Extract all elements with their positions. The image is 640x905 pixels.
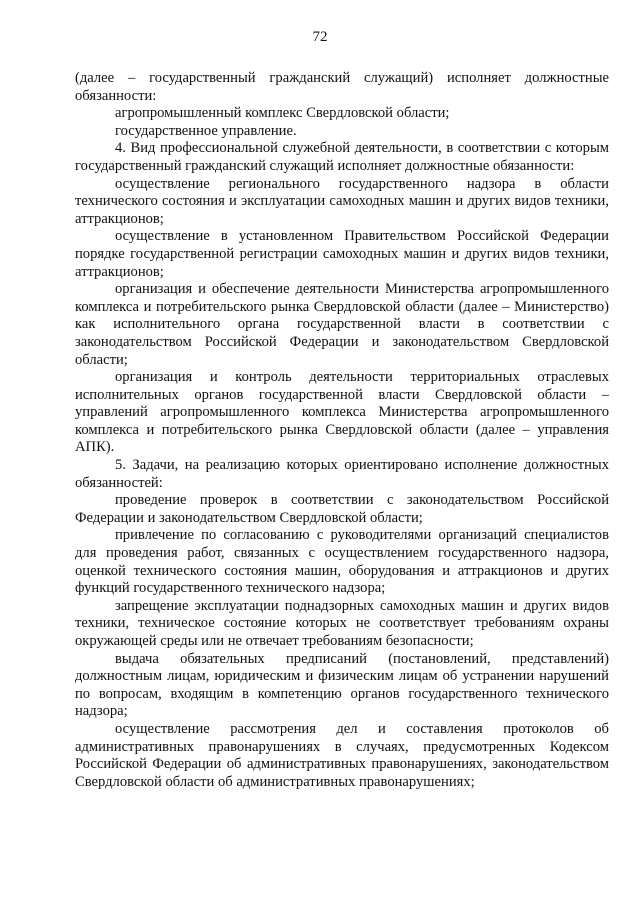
paragraph: организация и обеспечение деятельности Министерства агропромышленного комплекса и потребительского рынка Свердловской области (далее – Министерство) как исполнительного органа государственной власти в соответствии с законодательством Российской Федерации и законодательством Свердловской области; [75, 281, 609, 368]
paragraph: государственное управление. [115, 122, 297, 139]
paragraph: проведение проверок в соответствии с законодательством Российской Федерации и законодательством Свердловской области; [75, 492, 609, 526]
paragraph: 4. Вид профессиональной служебной деятельности, в соответствии с которым государственный гражданский служащий исполняет должностные обязанности: [75, 140, 609, 174]
paragraph: осуществление регионального государственного надзора в области технического состояния и эксплуатации самоходных машин и других видов техники, аттракционов; [75, 175, 609, 227]
paragraph: осуществление рассмотрения дел и составления протоколов об административных правонарушениях в случаях, предусмотренных Кодексом Российской Федерации об административных правонарушениях, законодательством Свердловской области об административных правонарушениях; [75, 720, 609, 790]
page-number: 72 [312, 29, 328, 45]
paragraph: (далее – государственный гражданский служащий) исполняет должностные обязанности: [75, 70, 609, 104]
document-body [75, 70, 609, 791]
paragraph: 5. Задачи, на реализацию которых ориентировано исполнение должностных обязанностей: [75, 457, 609, 491]
paragraph: осуществление в установленном Правительством Российской Федерации порядке государственной регистрации самоходных машин и других видов техники, аттракционов; [75, 228, 609, 280]
paragraph: организация и контроль деятельности территориальных отраслевых исполнительных органов государственной власти Свердловской области – управлений агропромышленного комплекса Министерства агропромышленного комплекса и потребительского рынка Свердловской области (далее – управления АПК). [75, 369, 609, 456]
paragraph: привлечение по согласованию с руководителями организаций специалистов для проведения работ, связанных с осуществлением государственного надзора, оценкой технического состояния машин, оборудования и аттракционов и других функций государственного технического надзора; [75, 527, 609, 597]
paragraph: запрещение эксплуатации поднадзорных самоходных машин и других видов техники, техническое состояние которых не соответствует требованиям охраны окружающей среды или не отвечает требованиям безопасности; [75, 597, 609, 649]
paragraph: агропромышленный комплекс Свердловской области; [115, 105, 450, 122]
paragraph: выдача обязательных предписаний (постановлений, представлений) должностным лицам, юридическим и физическим лицам об устранении нарушений по вопросам, входящим в компетенцию органов государственного технического надзора; [75, 650, 609, 720]
